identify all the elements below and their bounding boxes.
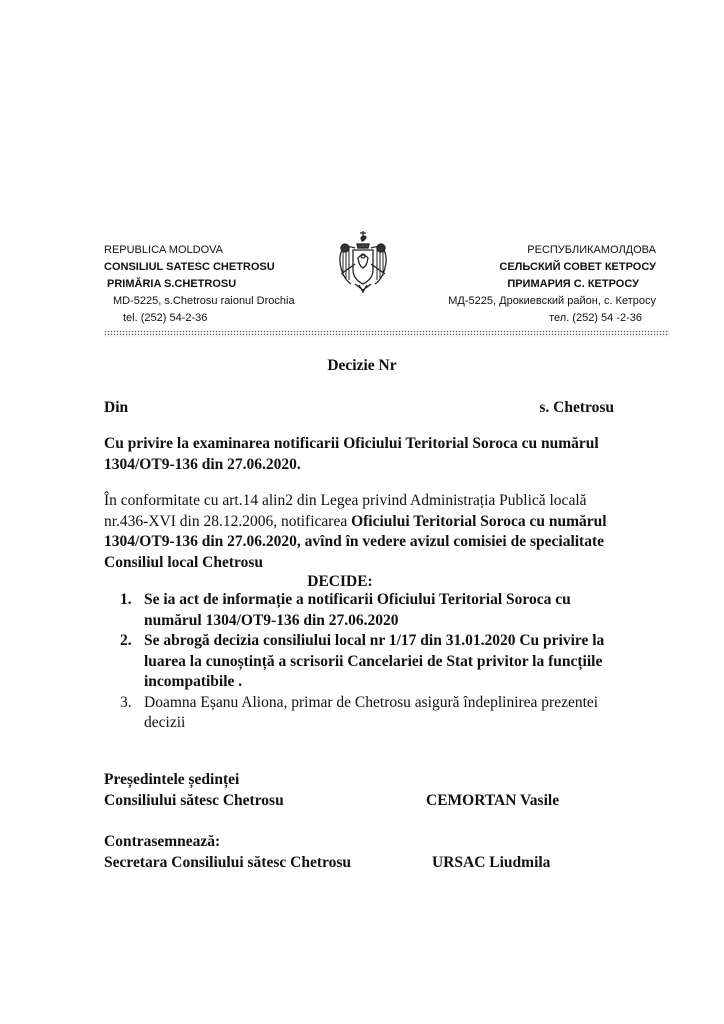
- secretary-row: [104, 852, 604, 873]
- chair-title-row: [104, 769, 604, 790]
- item-text: Se ia act de informație a notificarii Oficiului Teritorial Soroca cu numărul 1304/OT9-136 din 27.06.2020: [144, 591, 571, 629]
- secretary-title: Secretara Consiliului sătesc Chetrosu: [104, 854, 351, 871]
- subject-line-2: 1304/OT9-136 din 27.06.2020.: [104, 455, 301, 473]
- header-dotted-separator: [104, 330, 669, 337]
- header-council-ru: СЕЛЬСКИЙ СОВЕТ КЕТРОСУ: [499, 261, 656, 273]
- header-mayoralty: PRIMĂRIA S.CHETROSU: [107, 278, 237, 290]
- preamble-paragraph: [104, 491, 634, 573]
- header-mayoralty-ru: ПРИМАРИЯ С. КЕТРОСУ: [507, 278, 639, 290]
- coat-of-arms-graphic: [333, 228, 393, 294]
- header-phone: tel. (252) 54-2-36: [123, 312, 208, 324]
- header-country: REPUBLICA MOLDOVA: [104, 244, 223, 256]
- preamble-text: În conformitate cu art.14 alin2 din Legea privind Administrația Publică locală nr.436-XVI din 28.12.2006, notificarea: [104, 492, 587, 530]
- decision-item: [104, 631, 624, 693]
- decide-label: DECIDE:: [307, 573, 373, 590]
- chair-title-line1: Președintele ședinței: [104, 771, 240, 788]
- countersign-row: [104, 831, 604, 852]
- secretary-name: URSAC Liudmila: [432, 854, 551, 871]
- header-address-ru: МД-5225, Дрокиевский район, с. Кетросу: [448, 295, 656, 307]
- item-number: 2.: [120, 632, 132, 649]
- item-text: Doamna Eșanu Aliona, primar de Chetrosu asigură îndeplinirea prezentei decizii: [144, 693, 599, 731]
- header-country-ru: РЕСПУБЛИКАМОЛДОВА: [527, 244, 656, 256]
- decision-item: [104, 590, 624, 631]
- place-label: s. Chetrosu: [539, 399, 614, 416]
- signature-block: [104, 769, 604, 873]
- chair-title-line2: Consiliului sătesc Chetrosu: [104, 792, 284, 809]
- subject-line-1: Cu privire la examinarea notificarii Oficiului Teritorial Soroca cu numărul: [104, 435, 599, 452]
- chair-row: [104, 790, 604, 811]
- header-right-russian: [448, 242, 656, 327]
- decide-heading: [0, 573, 724, 591]
- document-subject: [104, 434, 634, 475]
- chair-name: CEMORTAN Vasile: [426, 792, 560, 809]
- date-label: Din: [104, 399, 129, 416]
- item-number: 1.: [120, 591, 132, 608]
- item-number: 3.: [120, 693, 132, 711]
- header-phone-ru: тел. (252) 54 -2-36: [549, 312, 642, 324]
- date-place-row: [104, 398, 614, 419]
- decision-item: [104, 693, 624, 734]
- document-title: Decizie Nr: [327, 357, 397, 374]
- header-council: CONSILIUL SATESC CHETROSU: [104, 261, 275, 273]
- countersign-label: Contrasemnează:: [104, 833, 221, 850]
- header-left-romanian: [104, 242, 295, 327]
- header-address: MD-5225, s.Chetrosu raionul Drochia: [113, 295, 295, 307]
- item-text: Se abrogă decizia consiliului local nr 1/17 din 31.01.2020 Cu privire la luarea la cunoștință a scrisorii Cancelariei de Stat privitor la funcțiile incompatibile .: [144, 632, 605, 690]
- decision-items: [104, 590, 624, 734]
- coat-of-arms-icon: [333, 228, 393, 294]
- preamble-bold-text: Oficiului Teritorial Soroca cu numărul 1304/OT9-136 din 27.06.2020, avînd în vedere avizul comisiei de specialitate Consiliul local Chetrosu: [104, 512, 607, 571]
